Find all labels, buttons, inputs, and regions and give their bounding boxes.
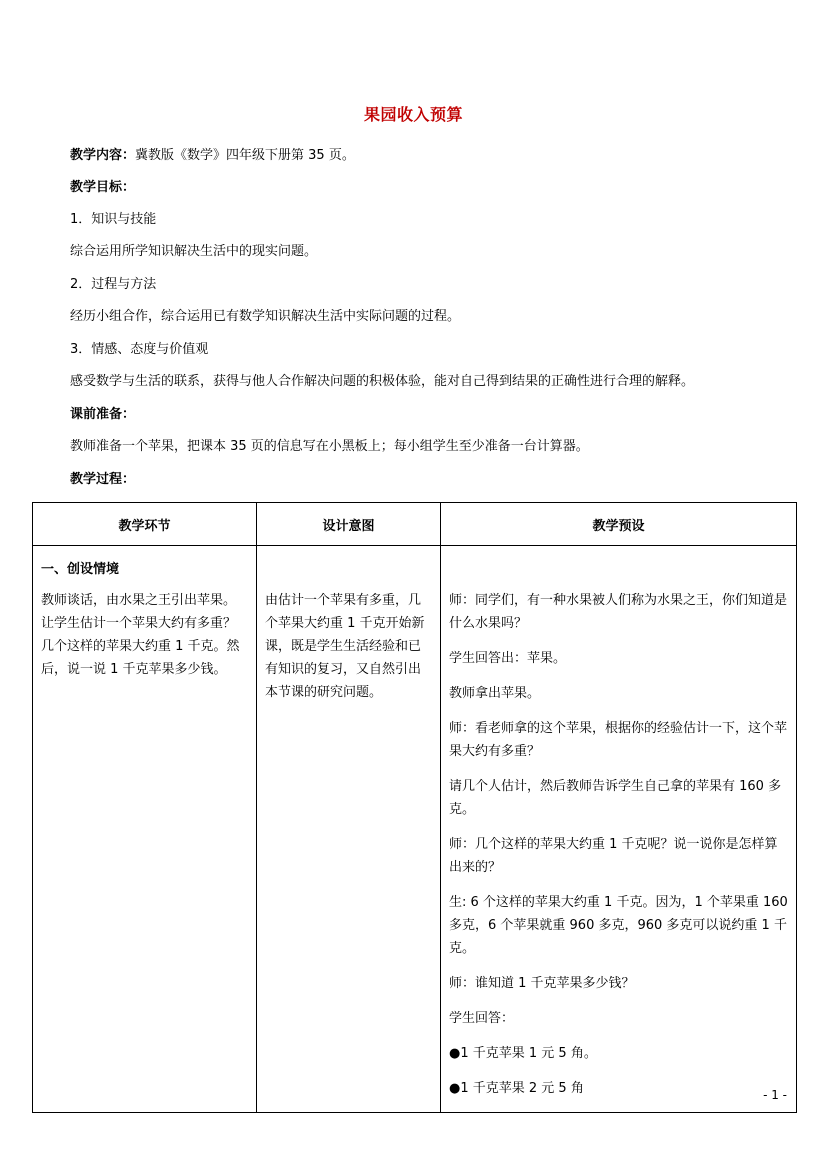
dialogue-line: 师：同学们，有一种水果被人们称为水果之王，你们知道是什么水果吗？	[449, 593, 788, 631]
answer-bullet: ●1 千克苹果 1 元 5 角。	[449, 1046, 597, 1061]
answer-bullet: ●1 千克苹果 2 元 5 角	[449, 1081, 584, 1096]
objective-1-heading: 1．知识与技能	[70, 212, 157, 227]
content-text: 冀教版《数学》四年级下册第 35 页。	[135, 148, 355, 163]
objectives-heading: 教学目标：	[70, 180, 136, 195]
content-label: 教学内容：	[70, 148, 136, 163]
dialogue-line: 学生回答：	[449, 1011, 515, 1026]
section-title: 一、创设情境	[41, 562, 120, 577]
content-line	[70, 146, 770, 166]
table-row	[33, 546, 797, 1113]
objective-3-text: 感受数学与生活的联系，获得与他人合作解决问题的积极体验，能对自己得到结果的正确性进行合理的解释。	[70, 374, 695, 389]
page-title: 果园收入预算	[363, 105, 463, 124]
table-header-row	[33, 503, 797, 546]
header-stage: 教学环节	[33, 503, 257, 546]
preset-cell	[441, 546, 797, 1113]
header-intent: 设计意图	[257, 503, 441, 546]
dialogue-line: 师：几个这样的苹果大约重 1 千克呢？说一说你是怎样算出来的？	[449, 837, 778, 875]
dialogue-line: 学生回答出：苹果。	[449, 651, 567, 666]
header-preset: 教学预设	[441, 503, 797, 546]
objective-2-heading: 2．过程与方法	[70, 277, 157, 292]
dialogue-line: 教师拿出苹果。	[449, 686, 541, 701]
objective-1-text: 综合运用所学知识解决生活中的现实问题。	[70, 244, 318, 259]
prep-text: 教师准备一个苹果，把课本 35 页的信息写在小黑板上；每小组学生至少准备一台计算器。	[70, 439, 589, 454]
dialogue-line: 请几个人估计，然后教师告诉学生自己拿的苹果有 160 多克。	[449, 779, 782, 817]
objective-3-heading: 3．情感、态度与价值观	[70, 342, 209, 357]
stage-cell	[33, 546, 257, 1113]
stage-description: 教师谈话，由水果之王引出苹果。让学生估计一个苹果大约有多重？几个这样的苹果大约重 1 千克。然后，说一说 1 千克苹果多少钱。	[41, 593, 240, 677]
prep-heading: 课前准备：	[70, 407, 136, 422]
dialogue-line: 生: 6 个这样的苹果大约重 1 千克。因为，1 个苹果重 160 多克，6 个苹果就重 960 多克，960 多克可以说约重 1 千克。	[449, 895, 788, 956]
process-heading: 教学过程：	[70, 472, 136, 487]
dialogue-line: 师：看老师拿的这个苹果，根据你的经验估计一下，这个苹果大约有多重？	[449, 721, 788, 759]
design-intent: 由估计一个苹果有多重，几个苹果大约重 1 千克开始新课，既是学生生活经验和已有知识的复习，又自然引出本节课的研究问题。	[265, 593, 425, 700]
page-number: - 1 -	[763, 1088, 787, 1102]
objective-2-text: 经历小组合作，综合运用已有数学知识解决生活中实际问题的过程。	[70, 309, 461, 324]
teaching-process-table	[32, 502, 797, 1113]
intent-cell	[257, 546, 441, 1113]
dialogue-line: 师：谁知道 1 千克苹果多少钱？	[449, 976, 635, 991]
